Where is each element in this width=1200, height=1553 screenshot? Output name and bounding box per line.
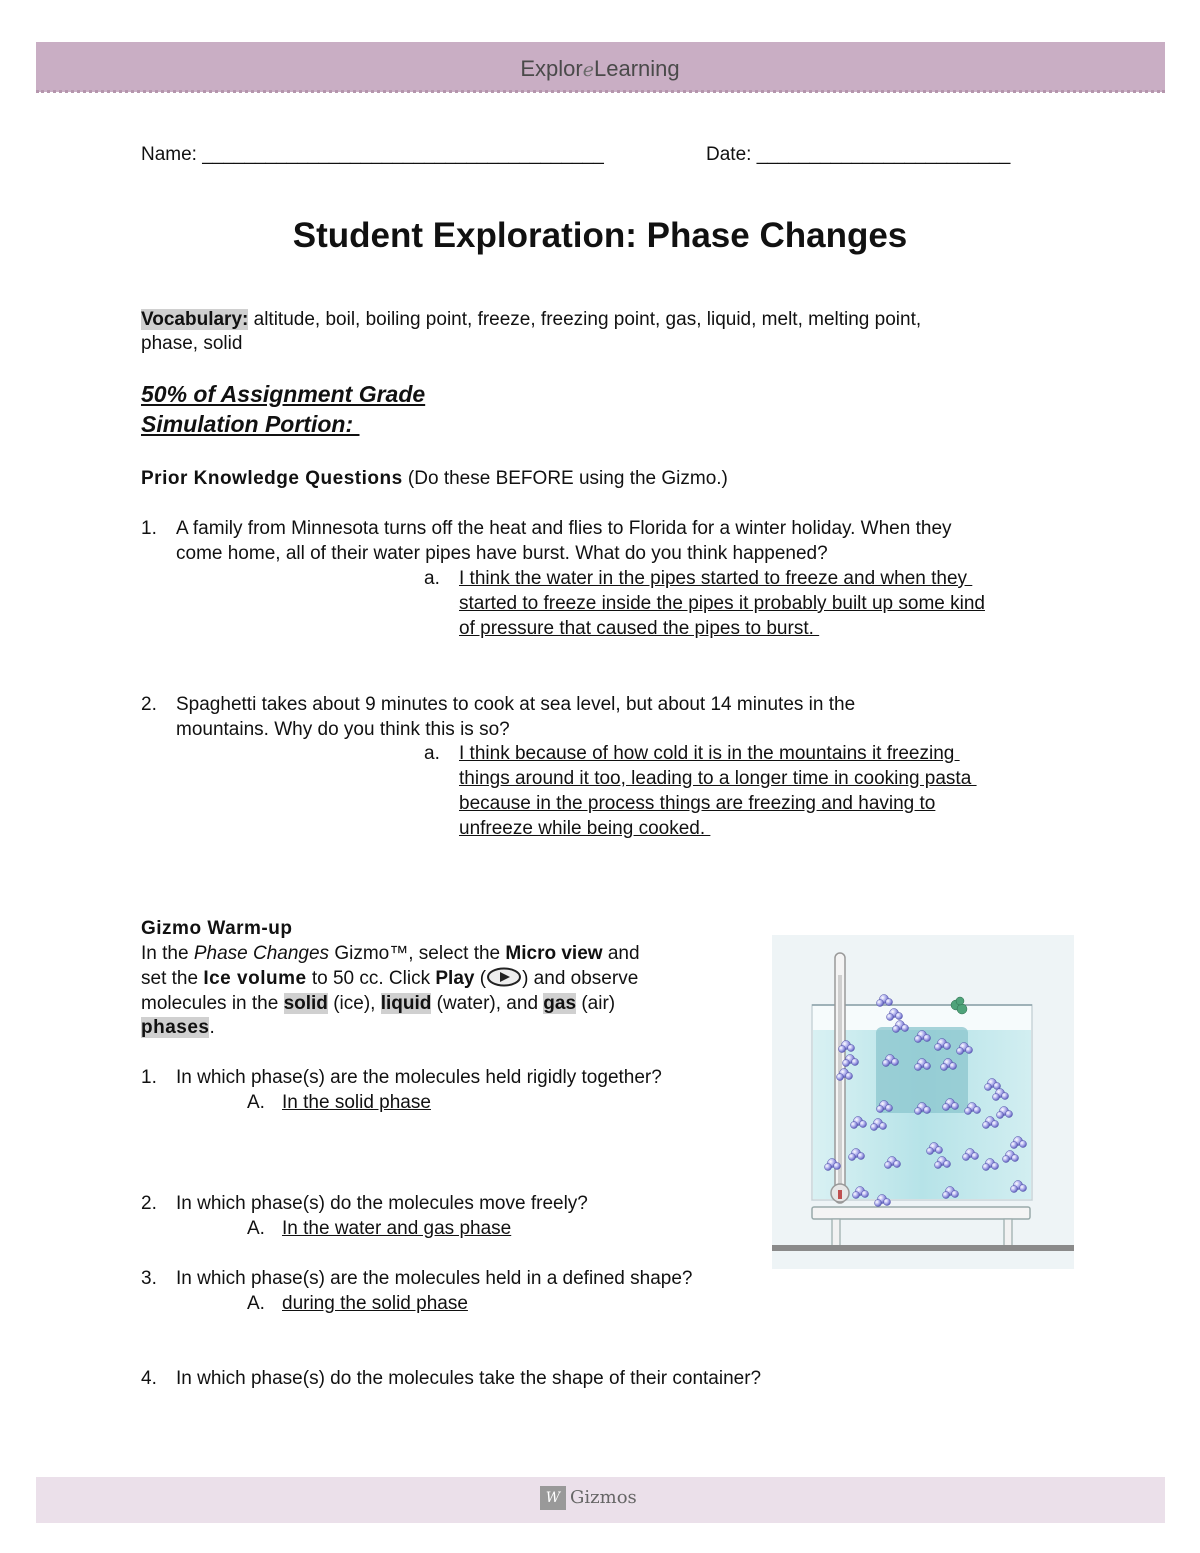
logo-mark: e [582,59,594,81]
molecule-atom [924,1107,931,1114]
molecule-atom [848,1045,855,1052]
molecule-atom [843,1060,850,1067]
molecule-atom [877,1106,884,1113]
molecule-atom [883,1060,890,1067]
warmup-q1: 1. In which phase(s) are the molecules held rigidly together? [141,1067,662,1088]
molecule-atom [886,999,893,1006]
molecule-atom [950,1063,957,1070]
molecule-atom [936,1147,943,1154]
molecule-atom [966,1047,973,1054]
molecule-atom [902,1025,909,1032]
molecule-atom [972,1153,979,1160]
molecule-atom [993,1094,1000,1101]
molecule-atom [927,1148,934,1155]
molecule-atom [1002,1093,1009,1100]
prior-q2-line2: mountains. Why do you think this is so? [176,719,510,740]
molecule-atom [852,1059,859,1066]
molecule-atom [965,1108,972,1115]
molecule-atom [880,1123,887,1130]
vocabulary-line-1: Vocabulary: altitude, boil, boiling point, freeze, freezing point, gas, liquid, melt, melting point, [141,309,922,330]
molecule-atom [952,1103,959,1110]
molecule-atom [943,1192,950,1199]
warmup-line-2: set the Ice volume to 50 cc. Click Play ( ) and observe [141,966,638,994]
warmup-line-3: molecules in the solid (ice), liquid (water), and gas (air) [141,993,616,1014]
molecule-atom [963,1154,970,1161]
molecule-atom [849,1154,856,1161]
molecule-atom [1020,1141,1027,1148]
warmup-q3: 3. In which phase(s) are the molecules held in a defined shape? [141,1268,693,1289]
molecule-atom [875,1200,882,1207]
warmup-q1-answer-text[interactable]: In the solid phase [282,1092,431,1113]
gizmos-logo: W Gizmos [540,1486,637,1510]
date-line: Date: ________________________ [706,144,1011,165]
molecule-atom [1020,1185,1027,1192]
prior-q1-answer-2[interactable]: started to freeze inside the pipes it probably built up some kind [459,593,985,614]
prior-q2-answer-1[interactable]: I think because of how cold it is in the mountains it freezing [459,743,960,764]
warmup-line-1: In the Phase Changes Gizmo™, select the Micro view and [141,943,640,964]
molecule-atom [974,1107,981,1114]
molecule-atom [896,1013,903,1020]
molecule-atom [853,1192,860,1199]
molecule-atom [944,1161,951,1168]
molecule-atom [915,1036,922,1043]
name-blank[interactable]: ______________________________________ [202,144,604,165]
molecule-atom [892,1059,899,1066]
prior-knowledge-heading: Prior Knowledge Questions (Do these BEFORE using the Gizmo.) [141,468,728,489]
molecule-atom [941,1064,948,1071]
molecule-atom [1012,1155,1019,1162]
molecule-atom [871,1124,878,1131]
molecule-atom [983,1122,990,1129]
molecule-atom [957,1048,964,1055]
prior-q2: 2. Spaghetti takes about 9 minutes to cook at sea level, but about 14 minutes in the [141,694,856,715]
prior-q1: 1. A family from Minnesota turns off the heat and flies to Florida for a winter holiday. When they [141,518,952,539]
molecule-atom [851,1122,858,1129]
molecule-atom [924,1035,931,1042]
molecule-atom [846,1073,853,1080]
prior-q1-answer-3[interactable]: of pressure that caused the pipes to burst. [459,618,820,639]
molecule-atom [915,1064,922,1071]
page-title: Student Exploration: Phase Changes [292,216,908,255]
warmup-q3-answer-text[interactable]: during the solid phase [282,1293,468,1314]
prior-q1-line2: come home, all of their water pipes have burst. What do you think happened? [176,543,828,564]
warmup-q2: 2. In which phase(s) do the molecules move freely? [141,1193,588,1214]
vocabulary-label: Vocabulary: [141,309,249,330]
warmup-q1-answer: A. In the solid phase [247,1092,431,1113]
prior-q2-answer-letter: a. [424,743,440,764]
molecule-atom [862,1191,869,1198]
molecule-atom [1011,1142,1018,1149]
molecule-atom [992,1163,999,1170]
warmup-line-4: phases. [141,1017,215,1038]
molecule-atom [1003,1156,1010,1163]
name-line: Name: ______________________________________ [141,144,604,165]
prior-q1-answer-letter: a. [424,568,440,589]
molecule-atom [837,1074,844,1081]
molecule-atom [860,1121,867,1128]
prior-q2-answer-3[interactable]: because in the process things are freezing and having to [459,793,936,814]
warmup-q2-answer: A. In the water and gas phase [247,1218,512,1239]
prior-q2-answer-4[interactable]: unfreeze while being cooked. [459,818,711,839]
molecule-atom [1011,1186,1018,1193]
molecule-atom [886,1105,893,1112]
molecule-atom [952,1191,959,1198]
molecule-atom [894,1161,901,1168]
molecule-atom [1006,1111,1013,1118]
molecule-atom [825,1164,832,1171]
molecule-atom [997,1112,1004,1119]
molecule-atom [858,1153,865,1160]
molecule-atom [884,1199,891,1206]
molecule-atom [944,1043,951,1050]
prior-q1-answer-1[interactable]: I think the water in the pipes started to freeze and when they [459,568,973,589]
molecule-atom [834,1163,841,1170]
explorelearning-logo: ExploreLearning [520,56,680,81]
molecule-atom [887,1014,894,1021]
molecule-atom [893,1026,900,1033]
molecule-atom [992,1121,999,1128]
gizmos-logo-mark: W [540,1486,566,1510]
molecule-atom [943,1104,950,1111]
play-icon [486,967,522,994]
molecule-atom [935,1162,942,1169]
gizmo-beaker-illustration [772,935,1074,1269]
grade-heading: 50% of Assignment Grade [141,381,426,407]
simulation-heading: Simulation Portion: [141,411,360,437]
molecule-atom [985,1084,992,1091]
header-divider [36,90,1165,93]
molecule-atom [915,1108,922,1115]
molecule-atom [877,1000,884,1007]
warmup-heading: Gizmo Warm-up [141,918,293,939]
vocabulary-line-2: phase, solid [141,333,243,354]
warmup-q4: 4. In which phase(s) do the molecules take the shape of their container? [141,1368,762,1389]
warmup-q3-answer: A. during the solid phase [247,1293,468,1314]
molecule-atom [983,1164,990,1171]
date-blank[interactable]: ________________________ [756,144,1011,165]
molecule-atom [885,1162,892,1169]
molecule-atom [935,1044,942,1051]
molecule-atom [839,1046,846,1053]
molecule-atom [924,1063,931,1070]
warmup-q2-answer-text[interactable]: In the water and gas phase [282,1218,512,1239]
prior-q2-answer-2[interactable]: things around it too, leading to a longer time in cooking pasta [459,768,977,789]
